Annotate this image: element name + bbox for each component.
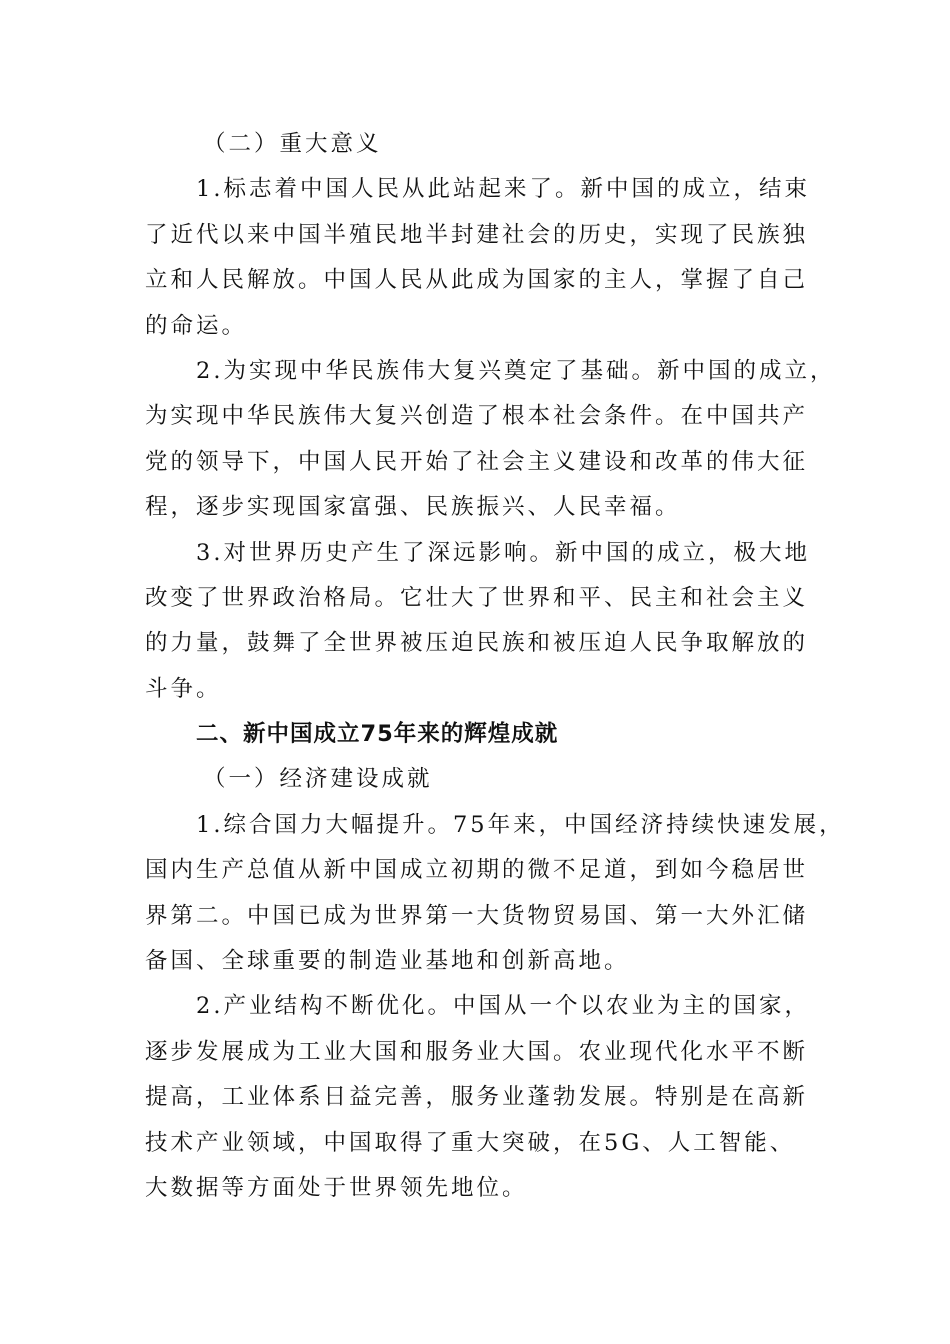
paragraph-line: 改变了世界政治格局。它壮大了世界和平、民主和社会主义 xyxy=(145,584,809,611)
paragraph-line: 3.对世界历史产生了深远影响。新中国的成立，极大地 xyxy=(196,539,810,566)
document-body xyxy=(145,122,845,1211)
paragraph-line: 了近代以来中国半殖民地半封建社会的历史，实现了民族独 xyxy=(145,221,809,248)
paragraph-line: 党的领导下，中国人民开始了社会主义建设和改革的伟大征 xyxy=(145,448,809,475)
paragraph-line: 国内生产总值从新中国成立初期的微不足道，到如今稳居世 xyxy=(145,857,809,884)
paragraph-line: 2.产业结构不断优化。中国从一个以农业为主的国家， xyxy=(196,993,810,1020)
paragraph-world-impact xyxy=(145,531,815,713)
paragraph-stood-up xyxy=(145,167,815,349)
paragraph-line: 2.为实现中华民族伟大复兴奠定了基础。新中国的成立， xyxy=(196,357,836,384)
paragraph-line: 为实现中华民族伟大复兴创造了根本社会条件。在中国共产 xyxy=(145,403,809,430)
paragraph-line: 大数据等方面处于世界领先地位。 xyxy=(145,1174,528,1201)
paragraph-line: 1.综合国力大幅提升。75年来，中国经济持续快速发展， xyxy=(196,811,845,838)
paragraph-line: 备国、全球重要的制造业基地和创新高地。 xyxy=(145,948,630,975)
paragraph-national-strength xyxy=(145,803,845,985)
sub-heading-economy: （一）经济建设成就 xyxy=(203,766,433,793)
main-heading-achievements: 二、新中国成立75年来的辉煌成就 xyxy=(196,721,559,748)
paragraph-line: 的命运。 xyxy=(145,312,248,339)
paragraph-line: 逐步发展成为工业大国和服务业大国。农业现代化水平不断 xyxy=(145,1038,809,1065)
paragraph-line: 技术产业领域，中国取得了重大突破，在5G、人工智能、 xyxy=(145,1129,796,1156)
paragraph-line: 立和人民解放。中国人民从此成为国家的主人，掌握了自己 xyxy=(145,267,809,294)
paragraph-line: 界第二。中国已成为世界第一大货物贸易国、第一大外汇储 xyxy=(145,902,809,929)
paragraph-industrial-structure xyxy=(145,984,815,1211)
paragraph-line: 的力量，鼓舞了全世界被压迫民族和被压迫人民争取解放的 xyxy=(145,630,809,657)
paragraph-line: 提高，工业体系日益完善，服务业蓬勃发展。特别是在高新 xyxy=(145,1084,809,1111)
paragraph-line: 程，逐步实现国家富强、民族振兴、人民幸福。 xyxy=(145,494,681,521)
paragraph-rejuvenation-foundation xyxy=(145,349,836,531)
sub-heading-significance: （二）重大意义 xyxy=(203,131,382,157)
paragraph-line: 1.标志着中国人民从此站起来了。新中国的成立，结束 xyxy=(196,176,810,203)
paragraph-line: 斗争。 xyxy=(145,675,222,702)
